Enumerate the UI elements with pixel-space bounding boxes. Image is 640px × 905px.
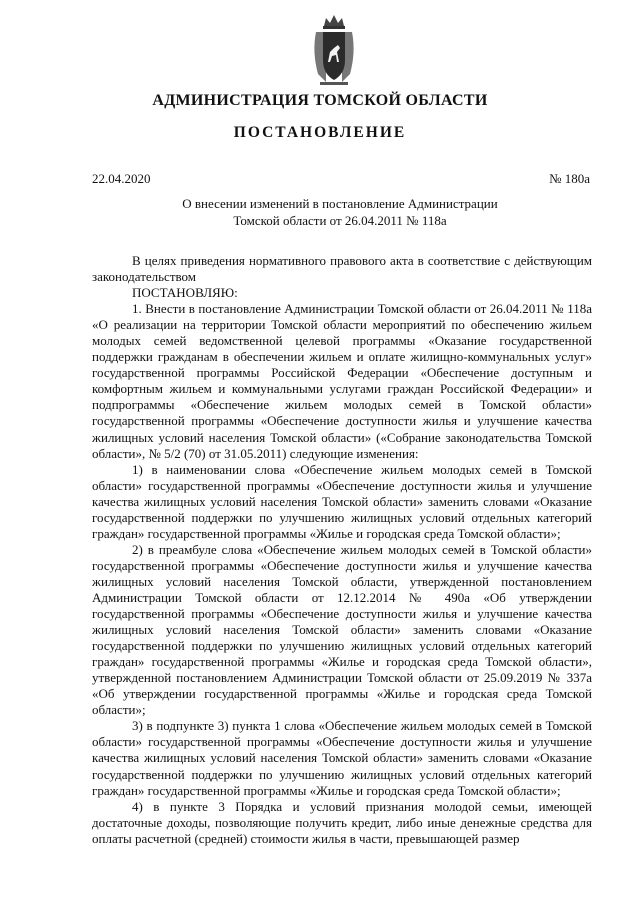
document-date: 22.04.2020 bbox=[92, 171, 151, 186]
organization-title: АДМИНИСТРАЦИЯ ТОМСКОЙ ОБЛАСТИ bbox=[152, 92, 488, 109]
preamble-paragraph: В целях приведения нормативного правового акта в соответствие с действующим законодательством bbox=[92, 253, 592, 285]
subject-line-1: О внесении изменений в постановление Администрации bbox=[182, 196, 498, 211]
document-number: № 180а bbox=[549, 171, 590, 186]
tomsk-coat-of-arms-icon bbox=[310, 12, 358, 88]
subitem-4-paragraph: 4) в пункте 3 Порядка и условий признания молодой семьи, имеющей достаточные доходы, позволяющие получить кредит, либо иные денежные средства для оплаты расчетной (средней) стоимости жилья в части, превышающей размер bbox=[92, 798, 592, 846]
subitem-1-paragraph: 1) в наименовании слова «Обеспечение жильем молодых семей в Томской области» государственной программы «Обеспечение доступности жилья и улучшение качества жилищных условий населения Томской области» заменить словами «Оказание государственной поддержки по улучшению жилищных условий отдельных категорий граждан» государственной программы «Жилье и городская среда Томской области»; bbox=[92, 461, 592, 541]
subject-line-2: Томской области от 26.04.2011 № 118а bbox=[233, 212, 447, 228]
document-type: ПОСТАНОВЛЕНИЕ bbox=[233, 124, 407, 141]
document-subject bbox=[0, 196, 640, 229]
subitem-3-paragraph: 3) в подпункте 3) пункта 1 слова «Обеспечение жильем молодых семей в Томской области» государственной программы «Обеспечение доступности жилья и улучшение качества жилищных условий населения Томской области» заменить словами «Оказание государственной поддержки по улучшению жилищных условий отдельных категорий граждан» государственной программы «Жилье и городская среда Томской области»; bbox=[92, 718, 592, 798]
subitem-2-paragraph: 2) в преамбуле слова «Обеспечение жильем молодых семей в Томской области» государственной программы «Обеспечение доступности жилья и улучшение качества жилищных условий населения Томской области, утвержденной постановлением Администрации Томской области от 12.12.2014 № 490а «Об утверждении государственной программы «Обеспечение доступности жилья и улучшение качества жилищных условий населения Томской области» заменить словами «Оказание государственной поддержки по улучшению жилищных условий отдельных категорий граждан» государственной программы «Жилье и городская среда Томской области», утвержденной постановлением Администрации Томской области от 25.09.2019 № 337а «Об утверждении государственной программы «Жилье и городская среда Томской области»; bbox=[92, 541, 592, 718]
item-1-paragraph: 1. Внести в постановление Администрации Томской области от 26.04.2011 № 118а «О реализации на территории Томской области мероприятий по обеспечению жильем молодых семей ведомственной целевой программы «Оказание государственной поддержки гражданам в обеспечении жильем и оплате жилищно-коммунальных услуг» государственной программы Российской Федерации «Обеспечение доступным и комфортным жильем и коммунальными услугами граждан Российской Федерации» и подпрограммы «Обеспечение жильем молодых семей в Томской области» государственной программы «Обеспечение доступности жилья и улучшение качества жилищных условий населения Томской области» («Собрание законодательства Томской области», № 5/2 (70) от 31.05.2011) следующие изменения: bbox=[92, 301, 592, 461]
document-body bbox=[92, 253, 592, 847]
decree-heading: ПОСТАНОВЛЯЮ: bbox=[132, 285, 238, 301]
